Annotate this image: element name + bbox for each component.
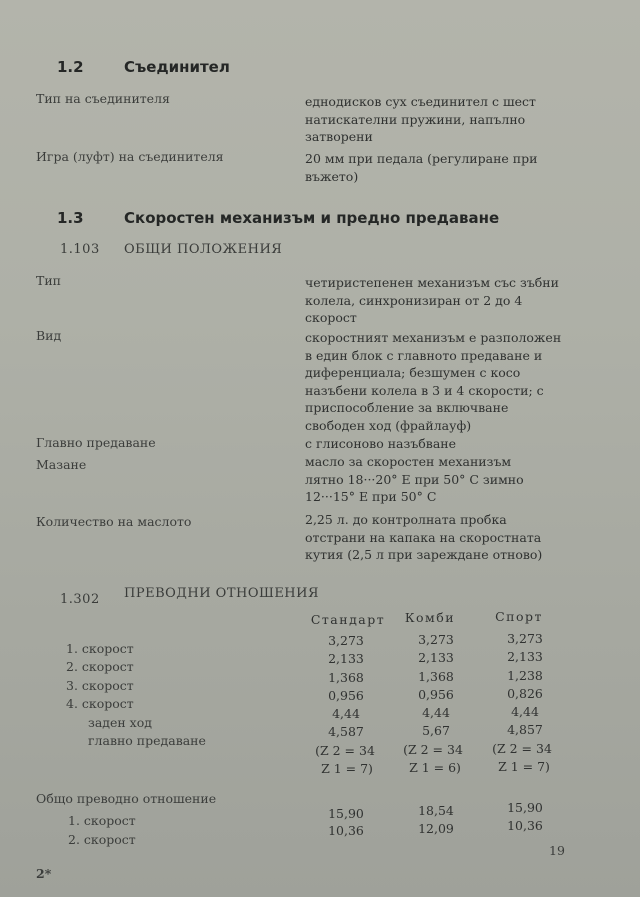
teeth-note: Z 1 = 7) — [498, 759, 550, 774]
overall-ratio-value: 10,36 — [507, 818, 543, 833]
ratio-label: заден ход — [88, 715, 152, 730]
column-header: Комби — [404, 610, 456, 625]
spec-value: скоростният механизъм е разположен в един блок с главното предаване и диференциала; безшумен с косо назъбени колела в 3 и 4 скорости; с приспособление за включване свободен ход (фрайлауф) — [305, 330, 562, 433]
spec-label: Главно предаване — [36, 435, 156, 450]
teeth-note: Z 1 = 6) — [409, 760, 461, 775]
spec-value: четиристепенен механизъм със зъбни колела, синхронизиран от 2 до 4 скорост — [305, 275, 559, 325]
ratio-label: 3. скорост — [66, 678, 134, 693]
ratio-label: 4. скорост — [66, 696, 134, 711]
section-title: Съединител — [124, 58, 230, 76]
ratio-value: 0,826 — [507, 686, 543, 701]
overall-ratio-value: 10,36 — [328, 823, 364, 838]
overall-ratio-value: 18,54 — [418, 803, 454, 818]
column-header: Стандарт — [310, 612, 386, 627]
subsection-title: ПРЕВОДНИ ОТНОШЕНИЯ — [124, 586, 319, 601]
ratio-value: 1,368 — [328, 670, 364, 685]
ratio-value: 2,133 — [418, 650, 454, 665]
ratio-value: 5,67 — [422, 723, 450, 738]
teeth-note: (Z 2 = 34 — [403, 742, 463, 757]
overall-ratio-value: 15,90 — [507, 800, 543, 815]
ratio-value: 3,273 — [418, 632, 454, 647]
ratio-value: 4,857 — [507, 722, 543, 737]
overall-ratio-row-label: 2. скорост — [68, 832, 136, 847]
spec-label: Вид — [36, 328, 62, 343]
overall-ratio-row-label: 1. скорост — [68, 813, 136, 828]
subsection-number: 1.103 — [60, 242, 100, 257]
spec-value: масло за скоростен механизъм лятно 18···20° Е при 50° С зимно 12···15° Е при 50° С — [305, 454, 524, 504]
spec-label: Игра (луфт) на съединителя — [36, 149, 224, 164]
overall-ratio-label: Общо преводно отношение — [36, 791, 217, 806]
ratio-value: 3,273 — [507, 631, 543, 646]
spec-label: Тип на съединителя — [36, 91, 170, 106]
spec-label: Тип — [36, 273, 61, 288]
ratio-value: 1,238 — [507, 668, 543, 683]
ratio-value: 4,44 — [511, 704, 539, 719]
teeth-note: (Z 2 = 34 — [492, 741, 552, 756]
teeth-note: Z 1 = 7) — [321, 761, 373, 776]
ratio-value: 0,956 — [418, 687, 454, 702]
ratio-value: 4,44 — [422, 705, 450, 720]
section-number: 1.2 — [57, 58, 84, 76]
spec-label: Мазане — [36, 457, 87, 472]
spec-label: Количество на маслото — [36, 514, 192, 529]
ratio-label: 1. скорост — [66, 641, 134, 656]
ratio-value: 0,956 — [328, 688, 364, 703]
subsection-title: ОБЩИ ПОЛОЖЕНИЯ — [124, 242, 283, 257]
teeth-note: (Z 2 = 34 — [315, 743, 375, 758]
spec-value: 2,25 л. до контролната пробка отстрани на капака на скоростната кутия (2,5 л при зареждане отново) — [305, 512, 543, 562]
subsection-number: 1.302 — [60, 592, 100, 607]
ratio-value: 4,587 — [328, 724, 364, 739]
ratio-label: главно предаване — [88, 733, 206, 748]
ratio-value: 2,133 — [328, 651, 364, 666]
section-title: Скоростен механизъм и предно предаване — [124, 209, 500, 227]
spec-value: с глисоново назъбване — [305, 436, 457, 451]
signature-mark: 2* — [36, 866, 52, 881]
column-header: Спорт — [495, 609, 543, 624]
ratio-value: 3,273 — [328, 633, 364, 648]
section-number: 1.3 — [57, 209, 84, 227]
ratio-value: 1,368 — [418, 669, 454, 684]
overall-ratio-value: 12,09 — [418, 821, 454, 836]
ratio-value: 2,133 — [507, 649, 543, 664]
page-number: 19 — [549, 843, 565, 858]
ratio-label: 2. скорост — [66, 659, 134, 674]
overall-ratio-value: 15,90 — [328, 806, 364, 821]
spec-value: еднодисков сух съединител с шест натискателни пружини, напълно затворени — [305, 94, 536, 144]
ratio-value: 4,44 — [332, 706, 360, 721]
spec-value: 20 мм при педала (регулиране при въжето) — [305, 151, 538, 184]
